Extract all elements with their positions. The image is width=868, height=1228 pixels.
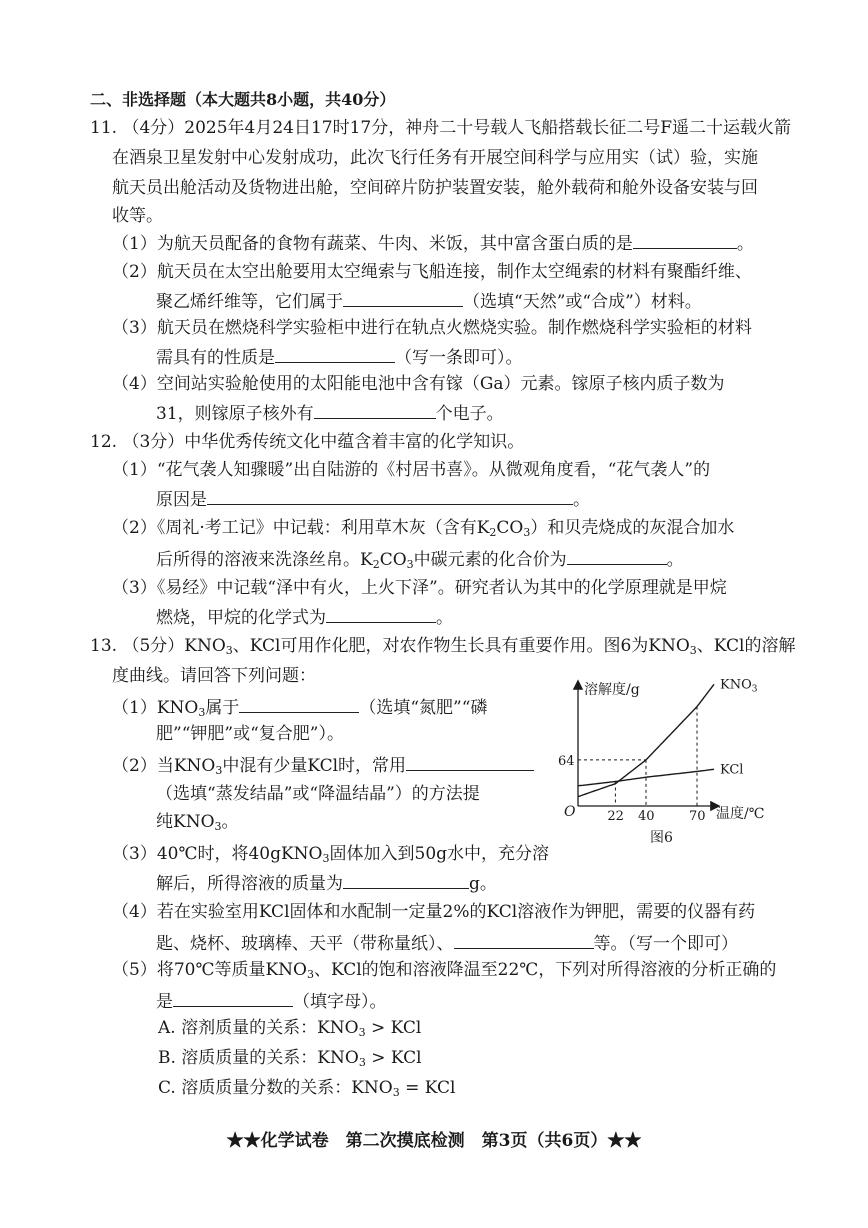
x-axis-label: 温度/℃ <box>716 806 765 822</box>
subscript: 2 <box>372 558 380 571</box>
q13-l1-text-a: 13. （5分）KNO <box>90 636 226 656</box>
q13-l1-text-b: 、KCl可用作化肥，对农作物生长具有重要作用。图6为KNO <box>232 636 690 656</box>
q11-part-3-line-2 <box>156 344 523 370</box>
q12-p2-text-c: ）和贝壳烧成的灰混合加水 <box>530 518 735 538</box>
option-b-text: B. 溶质质量的关系：KNO <box>158 1048 359 1068</box>
subscript: 3 <box>689 644 697 657</box>
q12-p2-text-b: CO <box>496 518 524 538</box>
q13-p5-text-b: 、KCl的饱和溶液降温至22℃，下列对所得溶液的分析正确的 <box>313 960 777 980</box>
option-c-text-b: = KCl <box>399 1078 456 1098</box>
q12-part-1-line-2 <box>156 486 590 512</box>
q13-part-2-line-2: （选填“蒸发结晶”或“降温结晶”）的方法提 <box>156 784 480 804</box>
q13-p1-text-c: （选填“氮肥”“磷 <box>359 698 488 718</box>
subscript: 3 <box>322 852 330 865</box>
q13-line-1 <box>90 634 796 658</box>
subscript: 3 <box>358 1056 366 1069</box>
answer-blank[interactable] <box>567 546 667 565</box>
q11-line-2: 在酒泉卫星发射中心发射成功，此次飞行任务有开展空间科学与应用实（试）验，实施 <box>112 148 758 168</box>
q13-part-4-line-2 <box>156 930 738 956</box>
subscript: 3 <box>198 706 206 719</box>
q13-part-3-line-1 <box>112 842 549 866</box>
q11-p2-text: 聚乙烯纤维等，它们属于 <box>156 292 343 312</box>
q12-part-3-line-1: （3）《易经》中记载“泽中有火，上火下泽”。研究者认为其中的化学原理就是甲烷 <box>112 578 727 598</box>
q13-p3-l2-end: g。 <box>469 874 497 894</box>
q12-p1-text: 原因是 <box>156 490 207 510</box>
y-tick-label: 64 <box>558 753 575 769</box>
series-label-kno3: $KNO_3$ <box>720 677 758 695</box>
q12-part-2-line-1 <box>112 516 734 540</box>
q13-p5-l2-text: 是 <box>156 992 173 1012</box>
subscript: 3 <box>392 1086 400 1099</box>
answer-blank[interactable] <box>173 988 293 1007</box>
q12-p2-l2-end: 。 <box>666 550 684 570</box>
y-axis-label: 溶解度/g <box>584 682 640 698</box>
q13-p2-text-a: （2）当KNO <box>112 756 216 776</box>
q13-part-5-line-1 <box>112 958 776 982</box>
q11-p1-text: （1）为航天员配备的食物有蔬菜、牛肉、米饭，其中富含蛋白质的是 <box>112 234 633 254</box>
q13-p2-l3-text: 纯KNO <box>156 812 215 832</box>
q11-p1-end: 。 <box>736 234 754 254</box>
x-tick-label: 70 <box>689 809 706 824</box>
subscript: 2 <box>489 526 497 539</box>
q13-line-2: 度曲线。请回答下列问题： <box>112 666 316 686</box>
q13-part-2-line-3 <box>156 810 239 834</box>
q11-line-1: 11. （4分）2025年4月24日17时17分，神舟二十号载人飞船搭载长征二号F遥二十运载火箭 <box>90 118 792 138</box>
q13-part-1-line-1 <box>112 694 487 720</box>
subscript: 3 <box>215 764 223 777</box>
option-c-text: C. 溶质质量分数的关系：KNO <box>158 1078 393 1098</box>
q11-line-4: 收等。 <box>112 206 163 226</box>
subscript: 3 <box>406 558 414 571</box>
q11-line-3: 航天员出舱活动及货物进出舱，空间碎片防护装置安装，舱外载荷和舱外设备安装与回 <box>112 178 758 198</box>
q11-p4-end: 个电子。 <box>435 404 504 424</box>
page-footer: ★★化学试卷 第二次摸底检测 第3页（共6页）★★ <box>226 1131 642 1151</box>
subscript: 3 <box>306 968 314 981</box>
q12-p2-l2-text-c: 中碳元素的化合价为 <box>413 550 567 570</box>
q11-part-4-line-1: （4）空间站实验舱使用的太阳能电池中含有镓（Ga）元素。镓原子核内质子数为 <box>112 374 725 394</box>
q12-part-1-line-1: （1）“花气袭人知骤暖”出自陆游的《村居书喜》。从微观角度看，“花气袭人”的 <box>112 460 711 480</box>
q11-part-1 <box>112 230 754 256</box>
q11-p2-end: （选填“天然”或“合成”）材料。 <box>463 292 702 312</box>
q12-part-3-line-2 <box>156 604 453 630</box>
option-b[interactable] <box>158 1046 422 1070</box>
q12-line-1: 12. （3分）中华优秀传统文化中蕴含着丰富的化学知识。 <box>90 432 525 452</box>
q11-p3-text: 需具有的性质是 <box>156 348 275 368</box>
q11-p4-text: 31，则镓原子核外有 <box>156 404 314 424</box>
option-a-text-b: > KCl <box>365 1018 422 1038</box>
answer-blank[interactable] <box>326 604 436 623</box>
option-b-text-b: > KCl <box>365 1048 422 1068</box>
q12-p2-l2-text-a: 后所得的溶液来洗涤丝帛。K <box>156 550 373 570</box>
origin-label: O <box>564 804 576 820</box>
q13-p4-end: 等。（写一个即可） <box>593 934 738 954</box>
subscript: 3 <box>523 526 531 539</box>
q11-part-2-line-1: （2）航天员在太空出舱要用太空绳索与飞船连接，制作太空绳索的材料有聚酯纤维、 <box>112 262 752 282</box>
q13-p2-l3-end: 。 <box>221 812 239 832</box>
q11-p3-end: （写一条即可）。 <box>395 348 523 368</box>
answer-blank[interactable] <box>314 400 436 419</box>
q13-l1-text-c: 、KCl的溶解 <box>696 636 796 656</box>
answer-blank[interactable] <box>207 486 573 505</box>
solubility-chart <box>548 674 788 854</box>
q13-part-2-line-1 <box>112 752 534 778</box>
q13-part-4-line-1: （4）若在实验室用KCl固体和水配制一定量2%的KCl溶液作为钾肥，需要的仪器有药 <box>112 902 756 922</box>
answer-blank[interactable] <box>343 870 469 889</box>
q13-p2-text-b: 中混有少量KCl时，常用 <box>222 756 407 776</box>
subscript: 3 <box>358 1026 366 1039</box>
q13-p3-l2-text: 解后，所得溶液的质量为 <box>156 874 343 894</box>
option-c[interactable] <box>158 1076 455 1100</box>
x-tick-label: 22 <box>607 809 624 824</box>
q13-p1-text-b: 属于 <box>205 698 240 718</box>
q13-p3-text-a: （3）40℃时，将40gKNO <box>112 844 323 864</box>
q13-p5-l2-end: （填字母）。 <box>293 992 387 1012</box>
answer-blank[interactable] <box>406 752 534 771</box>
option-a-text: A. 溶剂质量的关系：KNO <box>158 1018 359 1038</box>
q12-p2-text-a: （2）《周礼·考工记》中记载：利用草木灰（含有K <box>112 518 490 538</box>
q12-p3-text: 燃烧，甲烷的化学式为 <box>156 608 326 628</box>
x-tick-label: 40 <box>638 809 655 824</box>
subscript: 3 <box>214 820 222 833</box>
q12-p1-end: 。 <box>573 490 590 510</box>
q13-part-5-line-2 <box>156 988 387 1014</box>
q13-p3-text-b: 固体加入到50g水中，充分溶 <box>329 844 550 864</box>
series-line-kcl <box>578 769 714 786</box>
answer-blank[interactable] <box>343 288 463 307</box>
q11-part-2-line-2 <box>156 288 702 314</box>
section-title: 二、非选择题（本大题共8小题，共40分） <box>90 90 396 109</box>
q13-p1-text-a: （1）KNO <box>112 698 199 718</box>
q13-p4-text: 匙、烧杯、玻璃棒、天平（带称量纸）、 <box>156 934 454 954</box>
subscript: 3 <box>225 644 233 657</box>
q13-part-1-line-2: 肥”“钾肥”或“复合肥”）。 <box>156 724 344 744</box>
q12-part-2-line-2 <box>156 546 684 572</box>
series-label-kcl: KCl <box>720 762 744 778</box>
q13-p5-text-a: （5）将70℃等质量KNO <box>112 960 307 980</box>
answer-blank[interactable] <box>454 930 594 949</box>
answer-blank[interactable] <box>275 344 395 363</box>
q11-part-4-line-2 <box>156 400 504 426</box>
q11-part-3-line-1: （3）航天员在燃烧科学实验柜中进行在轨点火燃烧实验。制作燃烧科学实验柜的材料 <box>112 318 752 338</box>
answer-blank[interactable] <box>633 230 737 249</box>
q13-part-3-line-2 <box>156 870 497 896</box>
figure-caption: 图6 <box>650 830 673 846</box>
q12-p3-end: 。 <box>436 608 453 628</box>
q12-p2-l2-text-b: CO <box>379 550 407 570</box>
answer-blank[interactable] <box>239 694 359 713</box>
option-a[interactable] <box>158 1016 421 1040</box>
